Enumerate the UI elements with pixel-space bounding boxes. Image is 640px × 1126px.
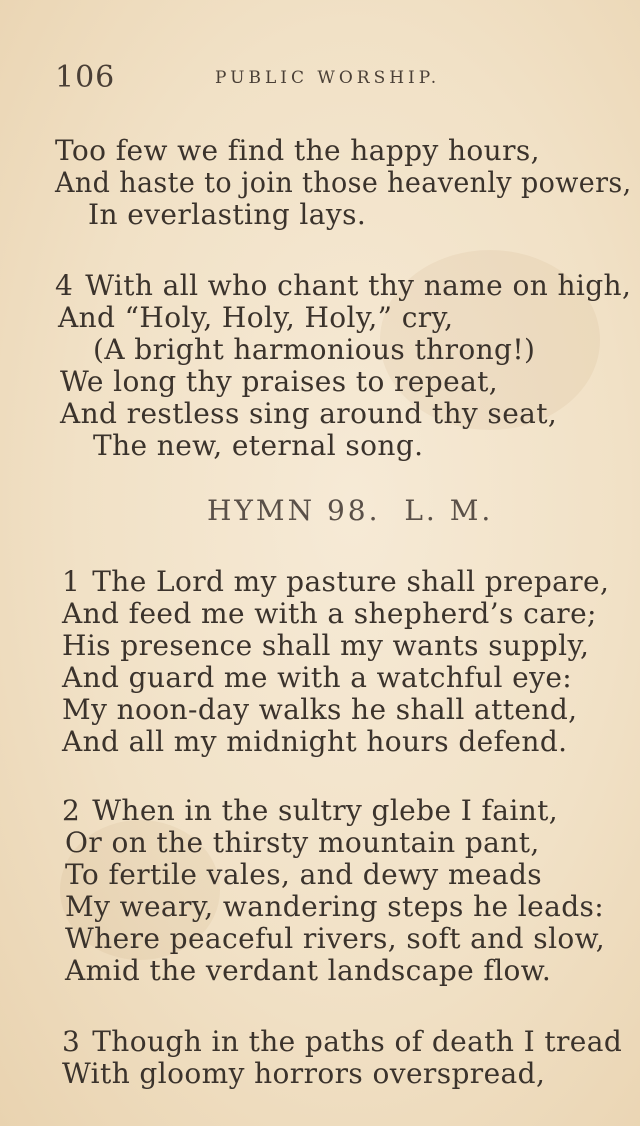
verse-line: 4 With all who chant thy name on high,	[55, 269, 632, 302]
stanza-number: 3	[62, 1025, 81, 1058]
verse-line: To fertile vales, and dewy meads	[65, 858, 543, 891]
page-number: 106	[55, 60, 116, 95]
verse-line: (A bright harmonious throng!)	[93, 333, 536, 366]
verse-line: Or on the thirsty mountain pant,	[65, 826, 540, 859]
stanza-number: 1	[62, 565, 81, 598]
stanza-number: 2	[62, 794, 81, 827]
verse-line: And all my midnight hours defend.	[62, 725, 568, 758]
verse-line: 1 The Lord my pasture shall prepare,	[62, 565, 610, 598]
verse-line: And restless sing around thy seat,	[60, 397, 558, 430]
verse-line: With gloomy horrors overspread,	[62, 1057, 546, 1090]
stanza-number: 4	[55, 269, 74, 302]
verse-line: And guard me with a watchful eye:	[62, 661, 573, 694]
hymn-title: HYMN 98. L. M.	[207, 494, 494, 527]
verse-line: Too few we find the happy hours,	[55, 134, 540, 167]
verse-line: And feed me with a shepherd’s care;	[62, 597, 597, 630]
verse-line: The new, eternal song.	[93, 429, 424, 462]
verse-line: My noon-day walks he shall attend,	[62, 693, 578, 726]
verse-line: Where peaceful rivers, soft and slow,	[65, 922, 606, 955]
verse-line: 3 Though in the paths of death I tread	[62, 1025, 623, 1058]
verse-line: 2 When in the sultry glebe I faint,	[62, 794, 559, 827]
verse-line: We long thy praises to repeat,	[60, 365, 499, 398]
verse-line: And haste to join those heavenly powers,	[55, 166, 632, 199]
verse-line: His presence shall my wants supply,	[62, 629, 590, 662]
verse-line: And “Holy, Holy, Holy,” cry,	[58, 301, 454, 334]
verse-line: Amid the verdant landscape flow.	[65, 954, 552, 987]
hymn-meter: L. M.	[404, 494, 494, 527]
running-title: PUBLIC WORSHIP.	[215, 68, 441, 88]
verse-line: In everlasting lays.	[88, 198, 367, 231]
verse-line: My weary, wandering steps he leads:	[65, 890, 605, 923]
